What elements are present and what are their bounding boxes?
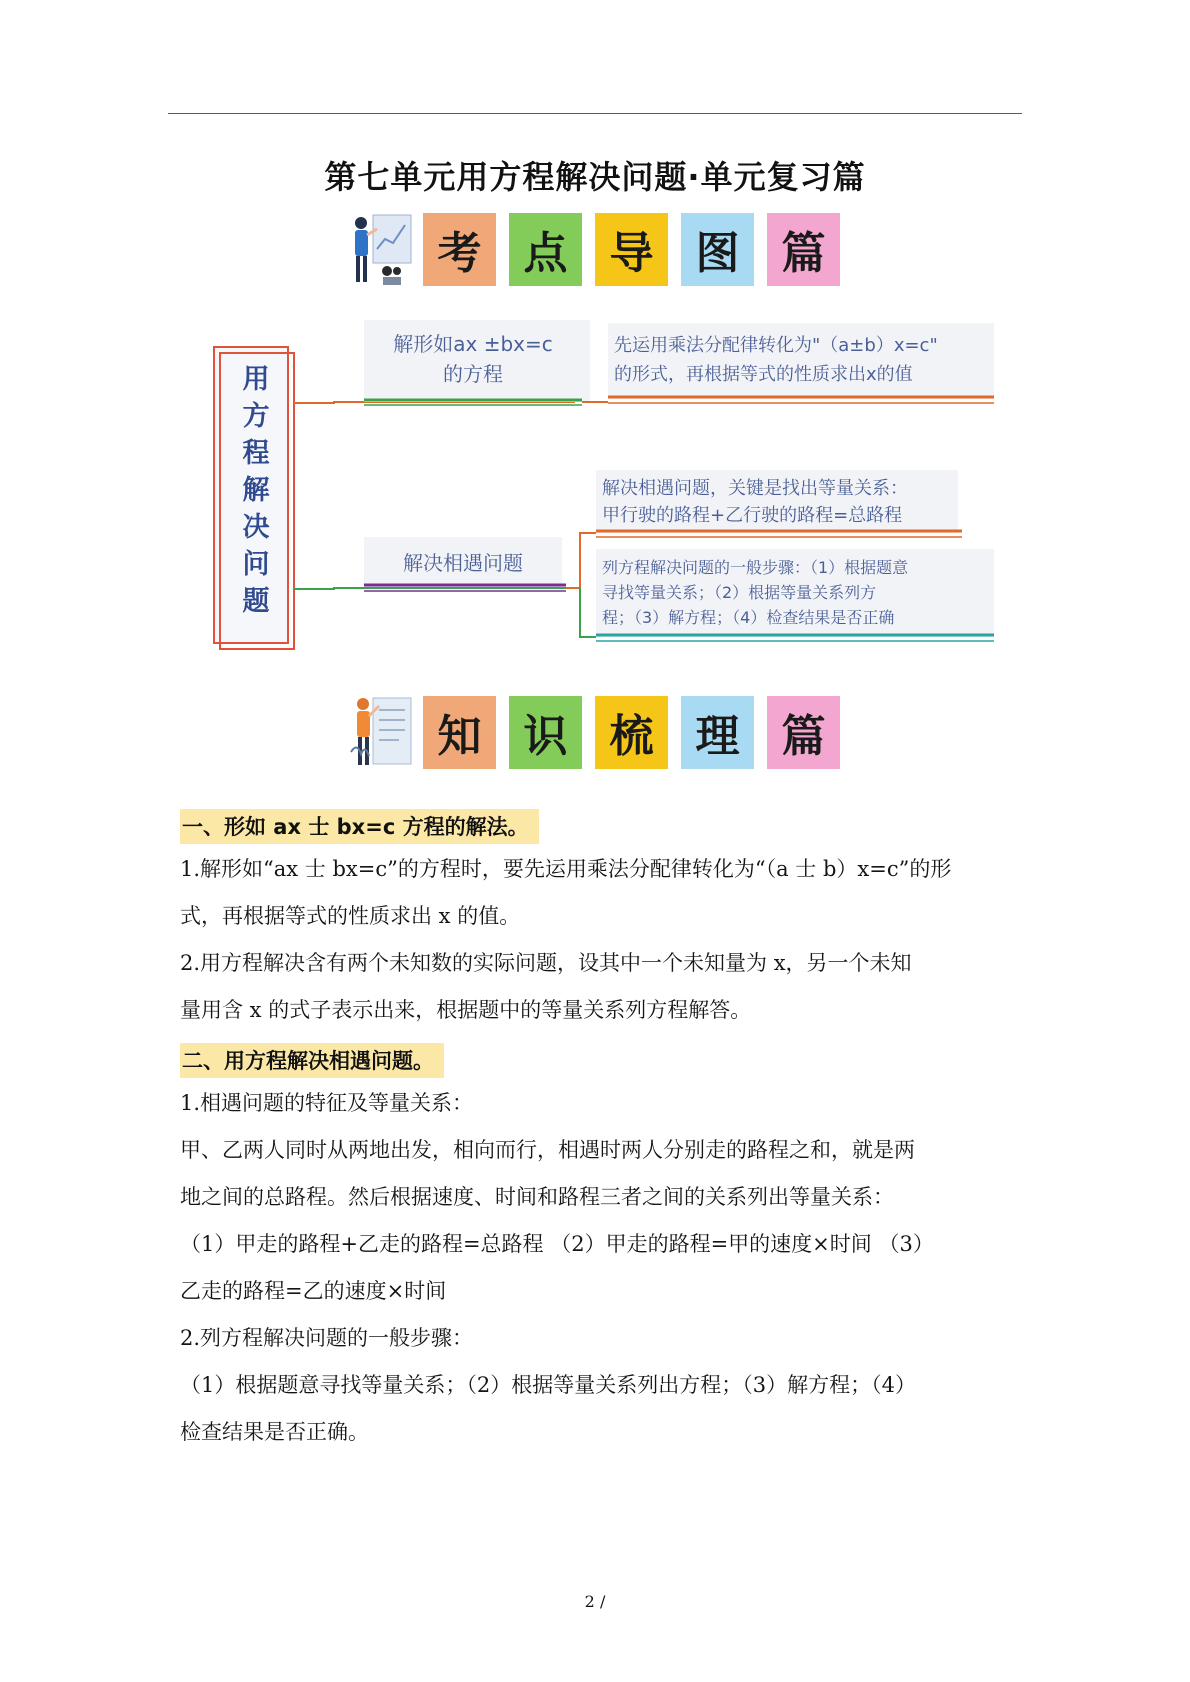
mindmap-root-char: 解 [242,475,270,506]
section-1-line: 量用含 x 的式子表示出来，根据题中的等量关系列方程解答。 [180,998,752,1022]
banner2-tile-1: 知 [423,696,496,769]
banner1-tile-5: 篇 [767,213,840,286]
section-1-body [180,846,1010,1034]
banner2-tile-5: 篇 [767,696,840,769]
banner-knowledge-heading [347,692,853,772]
mindmap-leaf-line: 列方程解决问题的一般步骤：（1）根据题意 [602,558,909,577]
mindmap-root-char: 方 [242,401,270,432]
section-2-line: 检查结果是否正确。 [180,1420,369,1444]
banner-mindmap-heading [347,209,853,289]
teacher-illustration [347,209,417,289]
section-1-line: 1.解形如“ax 士 bx=c”的方程时，要先运用乘法分配律转化为“（a 士 b）x=c”的形 [180,857,952,881]
banner1-tile-3: 导 [595,213,668,286]
presenter-illustration [347,692,417,772]
mindmap-root-char: 题 [242,586,270,617]
section-2-line: 甲、乙两人同时从两地出发，相向而行，相遇时两人分别走的路程之和，就是两 [180,1138,915,1162]
mindmap-branch-1-leaf [614,331,992,389]
mindmap-branch-2-leaf-1 [602,475,958,529]
mindmap-leaf-line: 的形式，再根据等式的性质求出x的值 [614,364,913,385]
mindmap-leaf-line: 寻找等量关系；（2）根据等量关系列方 [602,583,877,602]
section-2-line: 乙走的路程=乙的速度×时间 [180,1279,447,1303]
section-2-body [180,1080,1010,1456]
banner1-tile-4: 图 [681,213,754,286]
mindmap-leaf-line: 解决相遇问题，关键是找出等量关系： [602,478,908,499]
mind-map [210,315,1000,655]
page-title: 第七单元用方程解决问题·单元复习篇 [324,158,866,196]
section-2-line: （1）甲走的路程+乙走的路程=总路程 （2）甲走的路程=甲的速度×时间 （3） [180,1232,934,1256]
header-rule [168,113,1022,114]
section-2-line: 2.列方程解决问题的一般步骤： [180,1326,474,1350]
mindmap-root-char: 问 [242,549,270,580]
banner1-tile-1: 考 [423,213,496,286]
section-2-line: （1）根据题意寻找等量关系；（2）根据等量关系列出方程；（3）解方程；（4） [180,1373,916,1397]
mindmap-leaf-line: 先运用乘法分配律转化为"（a±b）x=c" [614,335,938,356]
section-2-line: 地之间的总路程。然后根据速度、时间和路程三者之间的关系列出等量关系： [180,1185,894,1209]
mindmap-root-char: 程 [242,438,270,469]
section-1-line: 2.用方程解决含有两个未知数的实际问题，设其中一个未知量为 x，另一个未知 [180,951,912,975]
section-1-heading: 一、形如 ax 士 bx=c 方程的解法。 [180,809,539,844]
mindmap-root-char: 用 [242,364,270,395]
banner2-tile-2: 识 [509,696,582,769]
section-1-line: 式，再根据等式的性质求出 x 的值。 [180,904,521,928]
mindmap-branch-1 [364,329,582,389]
mindmap-branch-2: 解决相遇问题 [403,551,523,575]
section-2-line: 1.相遇问题的特征及等量关系： [180,1091,474,1115]
page-number: 2 / [584,1592,606,1611]
mindmap-leaf-line: 甲行驶的路程+乙行驶的路程=总路程 [602,505,903,526]
banner1-tile-2: 点 [509,213,582,286]
mindmap-root-char: 决 [242,512,270,543]
mindmap-leaf-line: 程；（3）解方程；（4）检查结果是否正确 [602,608,895,627]
mindmap-branch-2-leaf-2 [602,555,990,630]
banner2-tile-3: 梳 [595,696,668,769]
mindmap-branch-1-line: 的方程 [443,362,503,386]
mindmap-branch-1-line: 解形如ax ±bx=c [393,332,553,356]
banner2-tile-4: 理 [681,696,754,769]
section-2-heading: 二、用方程解决相遇问题。 [180,1043,444,1078]
mindmap-root [224,361,288,620]
